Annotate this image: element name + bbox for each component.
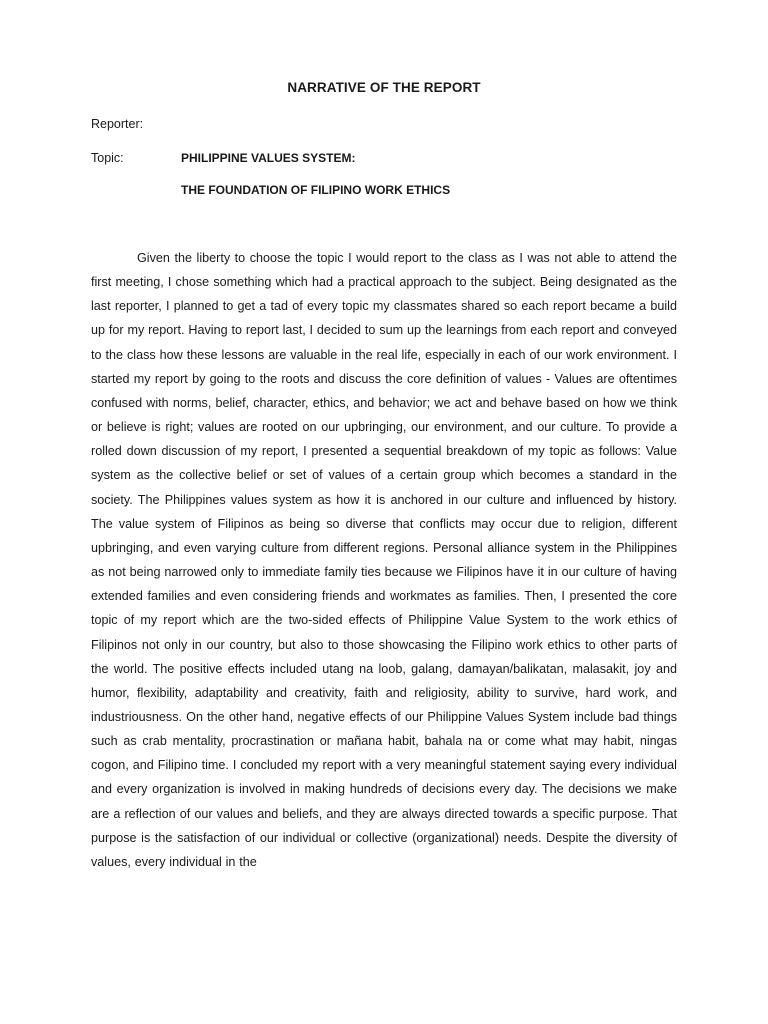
topic-line-1: PHILIPPINE VALUES SYSTEM: (181, 151, 356, 165)
reporter-label: Reporter: (91, 117, 144, 131)
topic-line-2: THE FOUNDATION OF FILIPINO WORK ETHICS (181, 183, 451, 197)
reporter-row (91, 117, 181, 131)
topic-row (91, 151, 355, 165)
document-title: NARRATIVE OF THE REPORT (287, 80, 481, 95)
topic-label: Topic: (91, 151, 124, 165)
topic-subtitle-row (181, 183, 450, 197)
body-paragraph: Given the liberty to choose the topic I would report to the class as I was not able to attend the first meeting, I chose something which had a practical approach to the subject. Being designated as the last reporter, I planned to get a tad of every topic my classmates shared so each report became a build up for my report. Having to report last, I decided to sum up the learnings from each report and conveyed to the class how these lessons are valuable in the real life, especially in each of our work environment. I started my report by going to the roots and discuss the core definition of values - Values are oftentimes confused with norms, belief, character, ethics, and behavior; we act and behave based on how we think or believe is right; values are rooted on our upbringing, our environment, and our culture. To provide a rolled down discussion of my report, I presented a sequential breakdown of my topic as follows: Value system as the collective belief or set of values of a certain group which becomes a standard in the society. The Philippines values system as how it is anchored in our culture and influenced by history. The value system of Filipinos as being so diverse that conflicts may occur due to religion, different upbringing, and even varying culture from different regions. Personal alliance system in the Philippines as not being narrowed only to immediate family ties because we Filipinos have it in our culture of having extended families and even considering friends and workmates as families. Then, I presented the core topic of my report which are the two-sided effects of Philippine Value System to the work ethics of Filipinos not only in our country, but also to those showcasing the Filipino work ethics to other parts of the world. The positive effects included utang na loob, galang, damayan/balikatan, malasakit, joy and humor, flexibility, adaptability and creativity, faith and religiosity, ability to survive, hard work, and industriousness. On the other hand, negative effects of our Philippine Values System include bad things such as crab mentality, procrastination or mañana habit, bahala na or come what may habit, ningas cogon, and Filipino time. I concluded my report with a very meaningful statement saying every individual and every organization is involved in making hundreds of decisions every day. The decisions we make are a reflection of our values and beliefs, and they are always directed towards a specific purpose. That purpose is the satisfaction of our individual or collective (organizational) needs. Despite the diversity of values, every individual in the (91, 251, 677, 869)
